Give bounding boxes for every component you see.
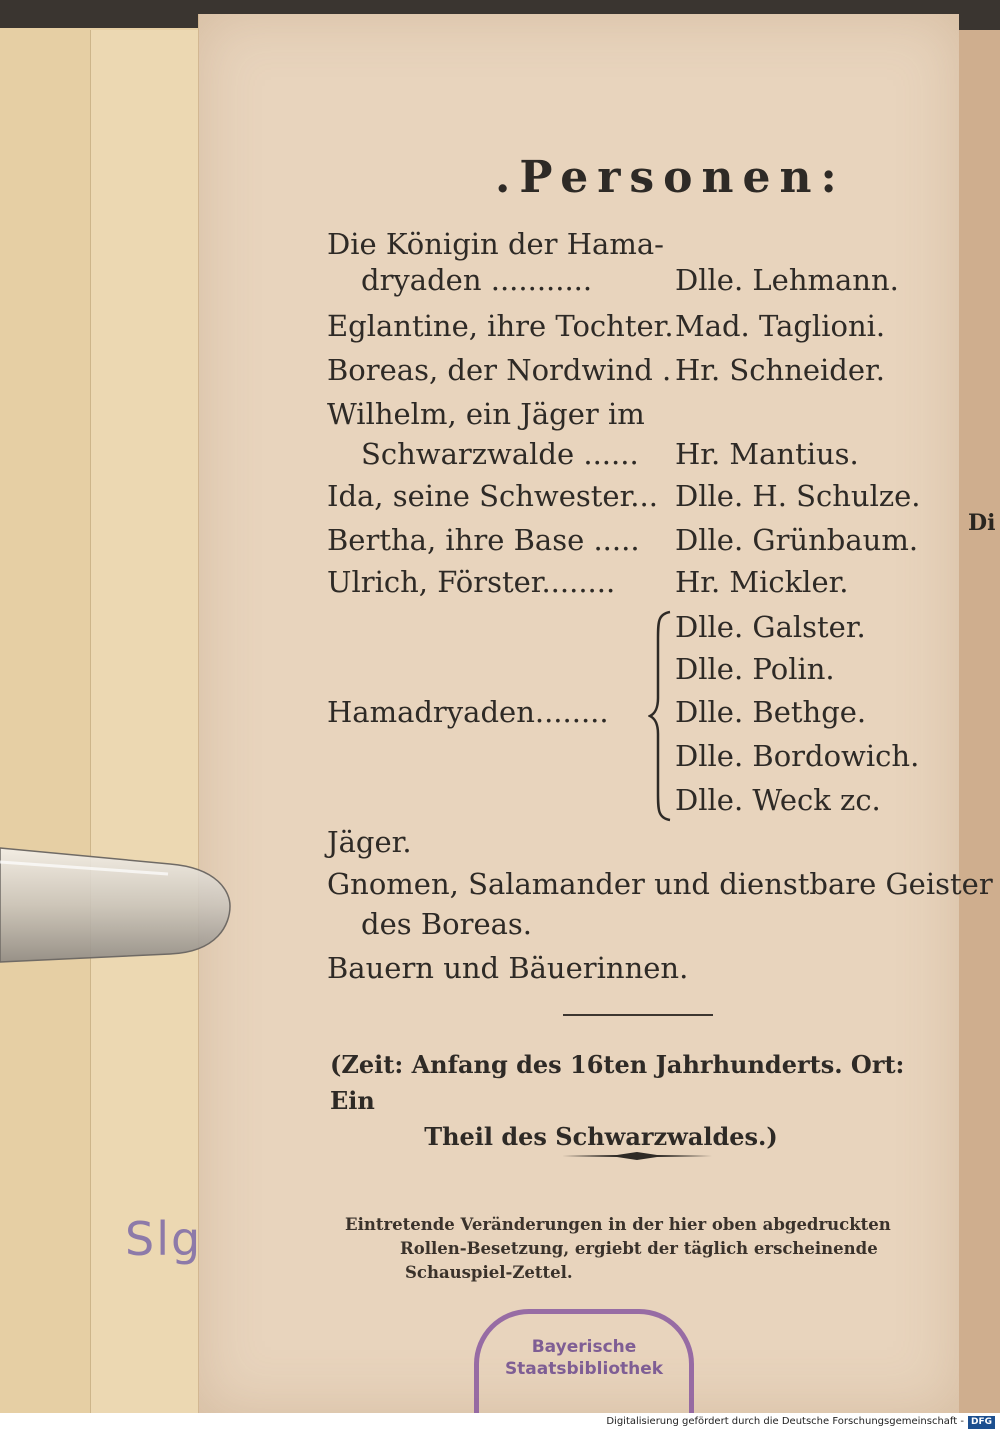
actor-name: Hr. Mickler. (675, 565, 849, 599)
actor-name: Dlle. Lehmann. (675, 263, 899, 297)
ornamental-rule (562, 1151, 712, 1161)
group-actor: Dlle. Galster. (675, 610, 866, 644)
group-actor: Dlle. Weck zc. (675, 783, 881, 817)
shelfmark-stamp: Slg (125, 1212, 203, 1266)
dfg-logo: DFG (968, 1416, 995, 1429)
facing-page-text-fragment: Di (968, 510, 996, 536)
library-stamp-line: Bayerische (531, 1337, 637, 1357)
role-line: dryaden ........... (361, 263, 593, 297)
footer-bar (0, 1413, 1000, 1430)
group-actor: Dlle. Polin. (675, 652, 835, 686)
setting-note-line: Theil des Schwarzwaldes.) (424, 1122, 778, 1151)
heading-personen: .Personen: (495, 152, 846, 203)
curly-brace (648, 610, 674, 822)
extras-line: Bauern und Bäuerinnen. (327, 951, 689, 985)
cast-change-notice (345, 1213, 945, 1285)
role-line: Wilhelm, ein Jäger im (327, 397, 645, 431)
notice-line: Schauspiel-Zettel. (405, 1263, 573, 1282)
role-line: Schwarzwalde ...... (361, 437, 639, 471)
group-actor: Dlle. Bethge. (675, 695, 867, 729)
actor-name: Hr. Schneider. (675, 353, 885, 387)
extras-line: Jäger. (327, 825, 412, 859)
divider-rule (563, 1014, 713, 1016)
notice-line: Rollen-Besetzung, ergiebt der täglich erscheinende (400, 1239, 878, 1258)
setting-note-line: (Zeit: Anfang des 16ten Jahrhunderts. Ort: Ein (330, 1050, 905, 1115)
role-line: Ulrich, Förster........ (327, 565, 616, 599)
actor-name: Dlle. Grünbaum. (675, 523, 919, 557)
actor-name: Dlle. H. Schulze. (675, 479, 921, 513)
notice-line: Eintretende Veränderungen in der hier oben abgedruckten (345, 1215, 891, 1234)
role-line: Die Königin der Hama- (327, 227, 664, 261)
role-line: Boreas, der Nordwind . (327, 353, 672, 387)
setting-note (330, 1047, 942, 1155)
plastic-page-clip (0, 840, 232, 970)
actor-name: Hr. Mantius. (675, 437, 859, 471)
library-stamp-line: Staatsbibliothek (504, 1359, 664, 1379)
group-actor: Dlle. Bordowich. (675, 739, 920, 773)
role-line: Bertha, ihre Base ..... (327, 523, 640, 557)
role-line: Ida, seine Schwester... (327, 479, 658, 513)
footer-text: Digitalisierung gefördert durch die Deutsche Forschungsgemeinschaft - (606, 1416, 964, 1427)
library-stamp (474, 1309, 694, 1413)
extras-line: des Boreas. (361, 907, 533, 941)
group-role: Hamadryaden........ (327, 695, 609, 729)
role-line: Eglantine, ihre Tochter. (327, 309, 674, 343)
actor-name: Mad. Taglioni. (675, 309, 886, 343)
extras-line: Gnomen, Salamander und dienstbare Geister (327, 867, 993, 901)
